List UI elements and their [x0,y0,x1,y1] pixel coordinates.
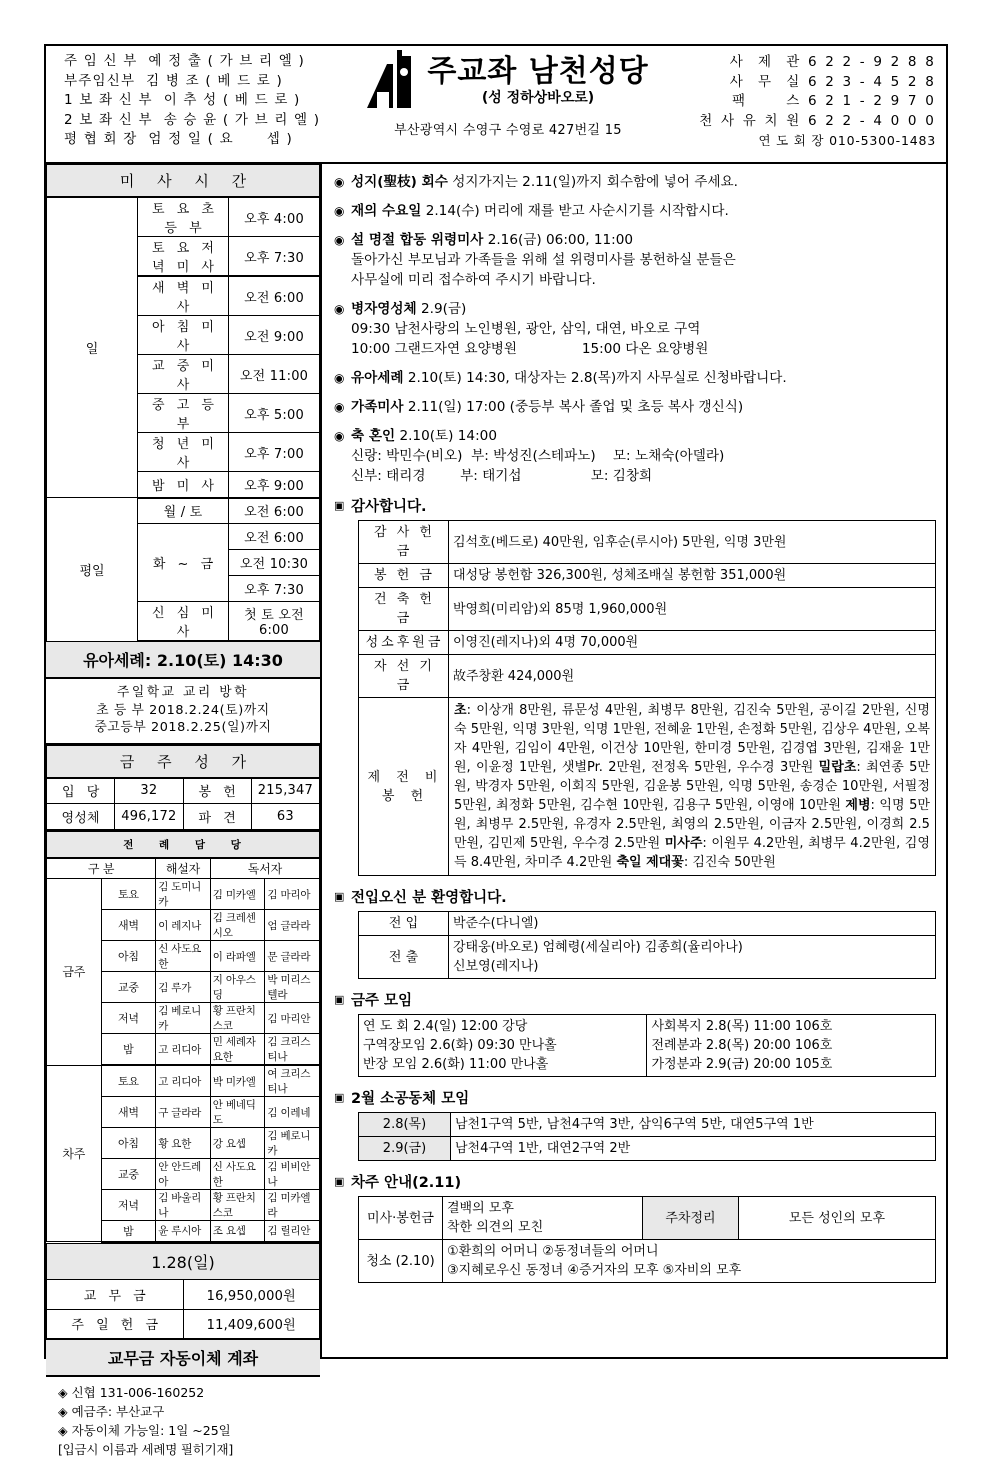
liturgy-reader: 김 미카엘라 [265,1190,320,1221]
liturgy-reader: 여 크리스티나 [265,1065,320,1097]
contact-line: 사 제 관 6 2 2 - 9 2 8 8 [729,54,936,70]
community-date: 2.8(목) [359,1113,451,1137]
donation-label: 감 사 헌 금 [359,521,449,564]
mass-time: 오전 11:00 [229,355,320,394]
parking-label: 주차정리 [643,1197,739,1240]
liturgy-when: 토요 [101,879,156,910]
liturgy-reader: 신 사도요한 [210,1159,265,1190]
mass-time: 오전 10:30 [229,550,320,576]
square-bullet-icon: ▣ [334,1175,345,1188]
sunday-school-line: 중고등부 2018.2.25(일)까지 [94,720,272,735]
liturgy-reader: 지 아우스딩 [210,972,265,1003]
liturgy-narrator: 이 레지나 [156,910,211,941]
liturgy-header: 해설자 [156,858,211,879]
mass-schedule-title: 미 사 시 간 [47,165,320,198]
circle-bullet-icon: ◉ [334,429,345,443]
mass-name: 밤 미 사 [138,472,229,498]
bulletin-frame [44,44,948,1457]
offering-label: 교 무 금 [47,1279,184,1309]
account-line: ◈ 신협 131-006-160252 [58,1385,205,1400]
notice-subline: 10:00 그랜드자연 요양병원 15:00 다온 요양병원 [351,341,709,357]
liturgy-reader: 박 미카엘 [210,1065,265,1097]
donation-value: 대성당 봉헌함 326,300원, 성체조배실 봉헌함 351,000원 [449,564,936,588]
parking-value: 모든 성인의 모후 [739,1197,936,1240]
square-bullet-icon: ▣ [334,499,345,512]
sidebar [46,164,322,1457]
mass-offering-value: 결백의 모후 착한 의견의 모친 [443,1197,643,1240]
notice-title: 설 명절 합동 위령미사 [351,232,484,248]
notice-text: 성지가지는 2.11(일)까지 회수함에 넣어 주세요. [447,174,738,190]
liturgy-when: 교중 [101,1159,156,1190]
staff-line: 주 임 신 부 예 정 출 ( 가 브 리 엘 ) [64,53,305,69]
staff-list [46,46,328,162]
mass-time: 오후 7:30 [229,237,320,277]
mass-time: 오후 7:30 [229,576,320,602]
donation-value: 故주창환 424,000원 [449,655,936,698]
offering-label: 주 일 헌 금 [47,1309,184,1339]
notice-item [334,368,936,388]
mass-name: 중 고 등 부 [138,394,229,433]
mass-time: 오후 5:00 [229,394,320,433]
notice-item [334,426,936,486]
meetings-left-column: 연 도 회 2.4(일) 12:00 강당 구역장모임 2.6(화) 09:30 만나홀 반장 모임 2.6(화) 11:00 만나홀 [359,1015,647,1077]
mass-name: 교 중 미 사 [138,355,229,394]
contact-line: 천 사 유 치 원 6 2 2 - 4 0 0 0 [699,112,936,129]
liturgy-reader: 김 크레센시오 [210,910,265,941]
community-value: 남천4구역 1반, 대연2구역 2반 [451,1137,936,1161]
church-address: 부산광역시 수영구 수영로 427번길 15 [394,123,622,138]
hymn-label: 영성체 [47,804,115,830]
mass-name: 새 벽 미 사 [138,276,229,316]
hymn-table [46,745,320,831]
circle-bullet-icon: ◉ [334,175,345,189]
offering-table [46,1243,320,1341]
staff-line: 2 보 좌 신 부 송 승 윤 ( 가 브 리 엘 ) [64,111,321,128]
liturgy-when: 밤 [101,1034,156,1066]
donations-table [358,520,936,876]
cleaning-label: 청소 (2.10) [359,1240,443,1283]
circle-bullet-icon: ◉ [334,400,345,414]
liturgy-reader: 김 비비안나 [265,1159,320,1190]
notice-title: 유아세례 [351,370,404,386]
liturgy-when: 아침 [101,941,156,972]
next-week-title: ▣ 차주 안내(2.11) [334,1171,936,1192]
liturgy-reader: 김 마리안 [265,1003,320,1034]
mass-schedule-table [46,164,320,642]
liturgy-week-label: 금주 [47,879,102,1066]
notice-item [334,230,936,290]
circle-bullet-icon: ◉ [334,302,345,316]
diamond-bullet-icon: ◈ [58,1423,68,1438]
liturgy-when: 새벽 [101,910,156,941]
account-note: [입금시 이름과 세례명 필히기재] [58,1442,234,1457]
mass-name: 화 ~ 금 [138,524,229,602]
main-content [322,164,946,1357]
bulletin-header [46,46,946,164]
hymn-title: 금 주 성 가 [47,745,320,778]
liturgy-when: 저녁 [101,1190,156,1221]
account-line: ◈ 예금주: 부산교구 [58,1404,165,1419]
liturgy-reader: 김 릴리안 [265,1221,320,1242]
liturgy-narrator: 김 루가 [156,972,211,1003]
notice-title: 병자영성체 [351,301,417,317]
liturgy-title: 전 례 담 당 [47,831,320,858]
liturgy-reader: 박 미리스텔라 [265,972,320,1003]
sunday-school-title: 주일학교 교리 방학 [116,685,250,700]
liturgy-when: 토요 [101,1065,156,1097]
hymn-value: 32 [115,778,183,804]
contact-value: 010-5300-1483 [829,133,936,148]
sunday-school-notice [46,679,320,745]
donation-label: 봉 헌 금 [359,564,449,588]
notice-text: 2.10(토) 14:30, 대상자는 2.8(목)까지 사무실로 신청바랍니다. [403,370,787,386]
contact-label: 연 도 회 장 [758,133,825,148]
circle-bullet-icon: ◉ [334,371,345,385]
small-community-table [358,1112,936,1161]
mass-time: 오전 9:00 [229,316,320,355]
liturgy-when: 새벽 [101,1097,156,1128]
community-date: 2.9(금) [359,1137,451,1161]
liturgy-narrator: 김 베로니카 [156,1003,211,1034]
donation-label: 성소후원금 [359,631,449,655]
thanks-section-title: ▣ 감사합니다. [334,495,936,516]
liturgy-narrator: 윤 루시아 [156,1221,211,1242]
meetings-section-title: ▣ 금주 모임 [334,989,936,1010]
contact-line: 사 무 실 6 2 3 - 4 5 2 8 [729,73,936,90]
notice-item [334,201,936,221]
mass-name: 토 요 초 등 부 [138,197,229,237]
liturgy-reader: 김 크리스티나 [265,1034,320,1066]
liturgy-reader: 조 요셉 [210,1221,265,1242]
mass-time: 오후 4:00 [229,197,320,237]
contact-list [688,46,946,162]
mass-time: 오후 7:00 [229,433,320,472]
liturgy-narrator: 고 리디아 [156,1034,211,1066]
small-community-title: ▣ 2월 소공동체 모임 [334,1087,936,1108]
liturgy-when: 교중 [101,972,156,1003]
notice-title: 가족미사 [351,399,404,415]
mass-time: 오후 9:00 [229,472,320,498]
liturgy-narrator: 고 리디아 [156,1065,211,1097]
diamond-bullet-icon: ◈ [58,1404,68,1419]
hymn-value: 215,347 [251,778,319,804]
transfer-out-value: 강태웅(바오로) 엄혜령(세실리아) 김종희(율리아나) 신보영(레지나) [449,936,936,979]
circle-bullet-icon: ◉ [334,233,345,247]
mass-time: 오전 6:00 [229,498,320,524]
notice-text: 2.11(일) 17:00 (중등부 복사 졸업 및 초등 복사 갱신식) [403,399,744,415]
church-name: 주교좌 남천성당 [427,54,649,89]
hymn-value: 63 [251,804,319,830]
meetings-table [358,1014,936,1077]
donation-label: 건 축 헌 금 [359,588,449,631]
church-identity [328,46,688,162]
liturgy-reader: 민 세례자요한 [210,1034,265,1066]
donation-value: 김석호(베드로) 40만원, 임후순(루시아) 5만원, 익명 3만원 [449,521,936,564]
offering-date: 1.28(일) [47,1243,320,1279]
liturgy-narrator: 구 글라라 [156,1097,211,1128]
liturgy-narrator: 안 안드레아 [156,1159,211,1190]
mass-time: 첫 토 오전 6:00 [229,602,320,642]
mass-name: 아 침 미 사 [138,316,229,355]
notice-subline: 신부: 태리경 부: 태기섭 모: 김창희 [351,468,653,484]
liturgy-narrator: 황 요한 [156,1128,211,1159]
diamond-bullet-icon: ◈ [58,1385,68,1400]
liturgy-reader: 황 프란치스코 [210,1190,265,1221]
notice-item [334,172,936,192]
offering-value: 16,950,000원 [183,1279,320,1309]
hymn-label: 파 견 [183,804,251,830]
notice-subline: 돌아가신 부모님과 가족들을 위해 설 위령미사를 봉헌하실 분들은 [351,252,736,268]
notice-subline: 사무실에 미리 접수하여 주시기 바랍니다. [351,272,596,288]
notice-text: 2.9(금) [416,301,467,317]
altar-offering-list: 초: 이상개 8만원, 류문성 4만원, 최병무 8만원, 김진숙 5만원, 공이길 2만원, 신명숙 5만원, 익명 3만원, 익명 1만원, 전혜윤 1만원, 손정화 5만원, 김상우 4만원, 오복자 4만원, 김임이 4만원, 이건상 10만원, 한미경 5만원, 김경엽 3만원, 김재윤 1만원, 이윤정 1만원, 샛별Pr. 2만원, 전정옥 5만원, 우수경 3만원 밀랍초: 최연종 5만원, 박경자 5만원, 이회직 5만원, 김윤봉 5만원, 익명 5만원, 송경순 10만원, 서필정 5만원, 최정화 5만원, 김수현 10만원, 김용구 5만원, 이영애 10만원 제병: 익명 5만원, 최병무 2.5만원, 유경자 2.5만원, 최영의 2.5만원, 이금자 2.5만원, 이경희 2.5만원, 김민제 5만원, 우수경 2.5만원 미사주: 이원무 4.2만원, 최병무 4.2만원, 김영득 8.4만원, 차미주 4.2만원 축일 제대꽃: 김진숙 50만원 [449,698,936,876]
liturgy-duty-table [46,831,320,1243]
mass-group-weekday: 평일 [47,498,138,642]
liturgy-when: 밤 [101,1221,156,1242]
mass-group-sunday: 일 [47,197,138,498]
altar-offering-label: 제 전 비 봉 헌 [359,698,449,876]
donation-value: 이영진(레지나)외 4명 70,000원 [449,631,936,655]
notice-item [334,397,936,417]
square-bullet-icon: ▣ [334,993,345,1006]
notice-text: 2.16(금) 06:00, 11:00 [483,232,634,248]
next-week-table [358,1196,936,1283]
contact-line: 팩 스 6 2 1 - 2 9 7 0 [732,93,936,109]
mass-name: 신 심 미 사 [138,602,229,642]
notice-text: 2.14(수) 머리에 재를 받고 사순시기를 시작합시다. [421,203,729,219]
hymn-label: 봉 헌 [183,778,251,804]
liturgy-narrator: 김 도미니카 [156,879,211,910]
account-info [46,1377,320,1465]
staff-line: 부주임신부 김 병 조 ( 베 드 로 ) [64,72,284,89]
liturgy-reader: 김 마리아 [265,879,320,910]
notice-subline: 09:30 남천사랑의 노인병원, 광안, 삼익, 대연, 바오로 구역 [351,321,701,337]
transfer-out-label: 전 출 [359,936,449,979]
liturgy-reader: 황 프란치스코 [210,1003,265,1034]
liturgy-reader: 김 이레네 [265,1097,320,1128]
liturgy-reader: 안 베네딕도 [210,1097,265,1128]
staff-line: 1 보 좌 신 부 이 추 성 ( 베 드 로 ) [64,92,301,108]
meetings-right-column: 사회복지 2.8(목) 11:00 106호 전례분과 2.8(목) 20:00 106호 가정분과 2.9(금) 20:00 105호 [647,1015,935,1077]
liturgy-header: 구 분 [47,858,156,879]
notice-subline: 신랑: 박민수(비오) 부: 박성진(스테파노) 모: 노채숙(아델라) [351,448,725,464]
notice-title: 재의 수요일 [351,203,422,219]
liturgy-reader: 김 미카엘 [210,879,265,910]
sunday-school-line: 초 등 부 2018.2.24(토)까지 [96,702,270,718]
account-line: ◈ 자동이체 가능일: 1일 ~25일 [58,1423,231,1438]
account-title: 교무금 자동이체 계좌 [46,1340,320,1377]
notice-text: 2.10(토) 14:00 [395,428,497,444]
mass-name: 토 요 저 녁 미 사 [138,237,229,277]
mass-name: 월 / 토 [138,498,229,524]
liturgy-narrator: 신 사도요한 [156,941,211,972]
square-bullet-icon: ▣ [334,1091,345,1104]
liturgy-reader: 문 글라라 [265,941,320,972]
offering-value: 11,409,600원 [183,1309,320,1339]
donation-value: 박영희(미리암)외 85명 1,960,000원 [449,588,936,631]
mass-name: 청 년 미 사 [138,433,229,472]
hymn-value: 496,172 [115,804,183,830]
liturgy-narrator: 김 바울리나 [156,1190,211,1221]
notice-title: 성지(聖枝) 회수 [351,174,448,190]
liturgy-week-label: 차주 [47,1065,102,1242]
circle-bullet-icon: ◉ [334,204,345,218]
transfer-in-value: 박준수(다니엘) [449,912,936,936]
liturgy-header: 독서자 [210,858,319,879]
square-bullet-icon: ▣ [334,890,345,903]
liturgy-reader: 이 라파엘 [210,941,265,972]
notice-item [334,299,936,359]
liturgy-when: 저녁 [101,1003,156,1034]
transfer-in-label: 전 입 [359,912,449,936]
mass-offering-label: 미사·봉헌금 [359,1197,443,1240]
community-value: 남천1구역 5반, 남천4구역 3반, 삼익6구역 5반, 대연5구역 1반 [451,1113,936,1137]
church-patron: (성 정하상바오로) [481,90,595,106]
hymn-label: 입 당 [47,778,115,804]
mass-time: 오전 6:00 [229,524,320,550]
welcome-table [358,911,936,979]
liturgy-reader: 강 요셉 [210,1128,265,1159]
cleaning-value: ①환희의 어머니 ②동정녀들의 어머니 ③지혜로우신 동정녀 ④증거자의 모후 ⑤자비의 모후 [443,1240,936,1283]
welcome-section-title: ▣ 전입오신 분 환영합니다. [334,886,936,907]
liturgy-when: 아침 [101,1128,156,1159]
liturgy-reader: 엄 글라라 [265,910,320,941]
donation-label: 자 선 기 금 [359,655,449,698]
notice-title: 축 혼인 [351,428,396,444]
church-logo-icon [367,50,423,112]
liturgy-reader: 김 베로니카 [265,1128,320,1159]
staff-line: 평 협 회 장 엄 정 일 ( 요 셉 ) [64,131,293,147]
baptism-banner: 유아세례: 2.10(토) 14:30 [46,642,320,679]
mass-time: 오전 6:00 [229,276,320,316]
